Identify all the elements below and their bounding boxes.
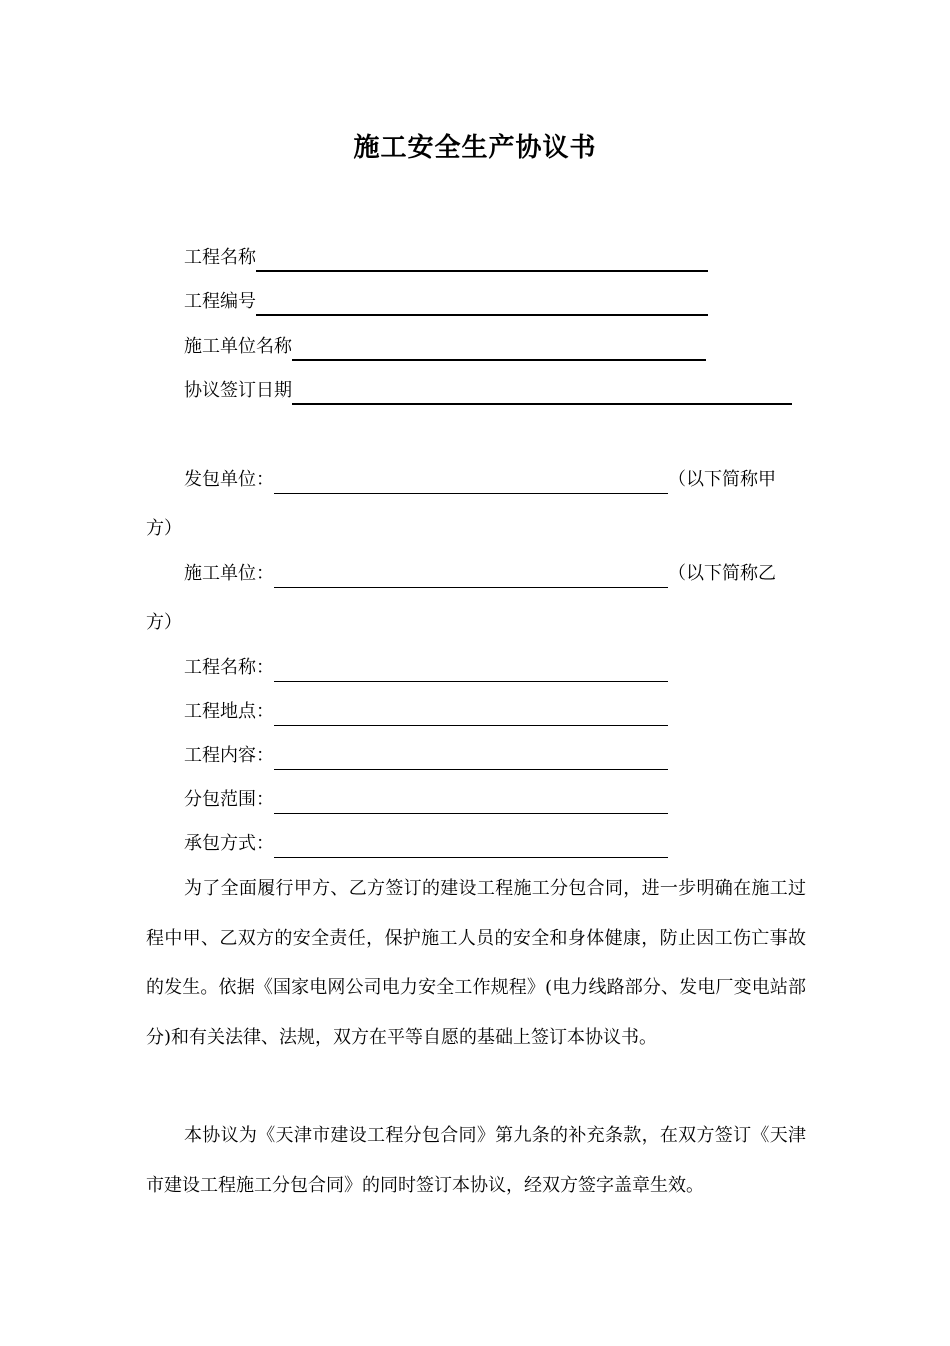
project-field-content xyxy=(184,742,668,770)
header-field-label: 施工单位名称 xyxy=(184,336,292,357)
project-field-label: 工程名称： xyxy=(184,657,274,678)
header-field-project-name xyxy=(184,244,708,272)
project-field-scope xyxy=(184,786,668,814)
party-contractor-wrap: 方） xyxy=(146,612,182,633)
project-field-contract-method-blank[interactable] xyxy=(274,837,668,858)
project-field-name xyxy=(184,654,668,682)
project-field-location xyxy=(184,698,668,726)
project-field-label: 承包方式： xyxy=(184,833,274,854)
employer-blank[interactable] xyxy=(274,473,668,494)
body-paragraph-effect: 本协议为《天津市建设工程分包合同》第九条的补充条款，在双方签订《天津市建设工程施工分包合同》的同时签订本协议，经双方签字盖章生效。 xyxy=(146,1125,806,1196)
header-field-label: 工程名称 xyxy=(184,247,256,268)
party-employer-wrap: 方） xyxy=(146,518,182,539)
project-field-label: 工程内容： xyxy=(184,745,274,766)
contractor-blank[interactable] xyxy=(274,567,668,588)
party-contractor xyxy=(184,560,776,588)
body-paragraph-purpose: 为了全面履行甲方、乙方签订的建设工程施工分包合同，进一步明确在施工过程中甲、乙双方的安全责任，保护施工人员的安全和身体健康，防止因工伤亡事故的发生。依据《国家电网公司电力安全工作规程》(电力线路部分、发电厂变电站部分)和有关法律、法规，双方在平等自愿的基础上签订本协议书。 xyxy=(146,878,806,1048)
contractor-suffix: （以下简称乙 xyxy=(668,563,776,584)
employer-label: 发包单位： xyxy=(184,469,274,490)
contractor-label: 施工单位： xyxy=(184,563,274,584)
project-name-blank[interactable] xyxy=(256,250,708,272)
header-field-signing-date xyxy=(184,377,792,405)
project-field-scope-blank[interactable] xyxy=(274,793,668,814)
party-employer xyxy=(184,466,776,494)
project-number-blank[interactable] xyxy=(256,294,708,316)
project-field-label: 分包范围： xyxy=(184,789,274,810)
employer-suffix: （以下简称甲 xyxy=(668,469,776,490)
project-field-label: 工程地点： xyxy=(184,701,274,722)
header-field-label: 工程编号 xyxy=(184,291,256,312)
project-field-contract-method xyxy=(184,830,668,858)
project-field-name-blank[interactable] xyxy=(274,661,668,682)
document-title: 施工安全生产协议书 xyxy=(353,133,597,163)
project-field-content-blank[interactable] xyxy=(274,749,668,770)
header-field-label: 协议签订日期 xyxy=(184,380,292,401)
project-field-location-blank[interactable] xyxy=(274,705,668,726)
signing-date-blank[interactable] xyxy=(292,383,792,405)
header-field-project-number xyxy=(184,288,708,316)
contractor-name-blank[interactable] xyxy=(292,339,706,361)
header-field-contractor-name xyxy=(184,333,706,361)
